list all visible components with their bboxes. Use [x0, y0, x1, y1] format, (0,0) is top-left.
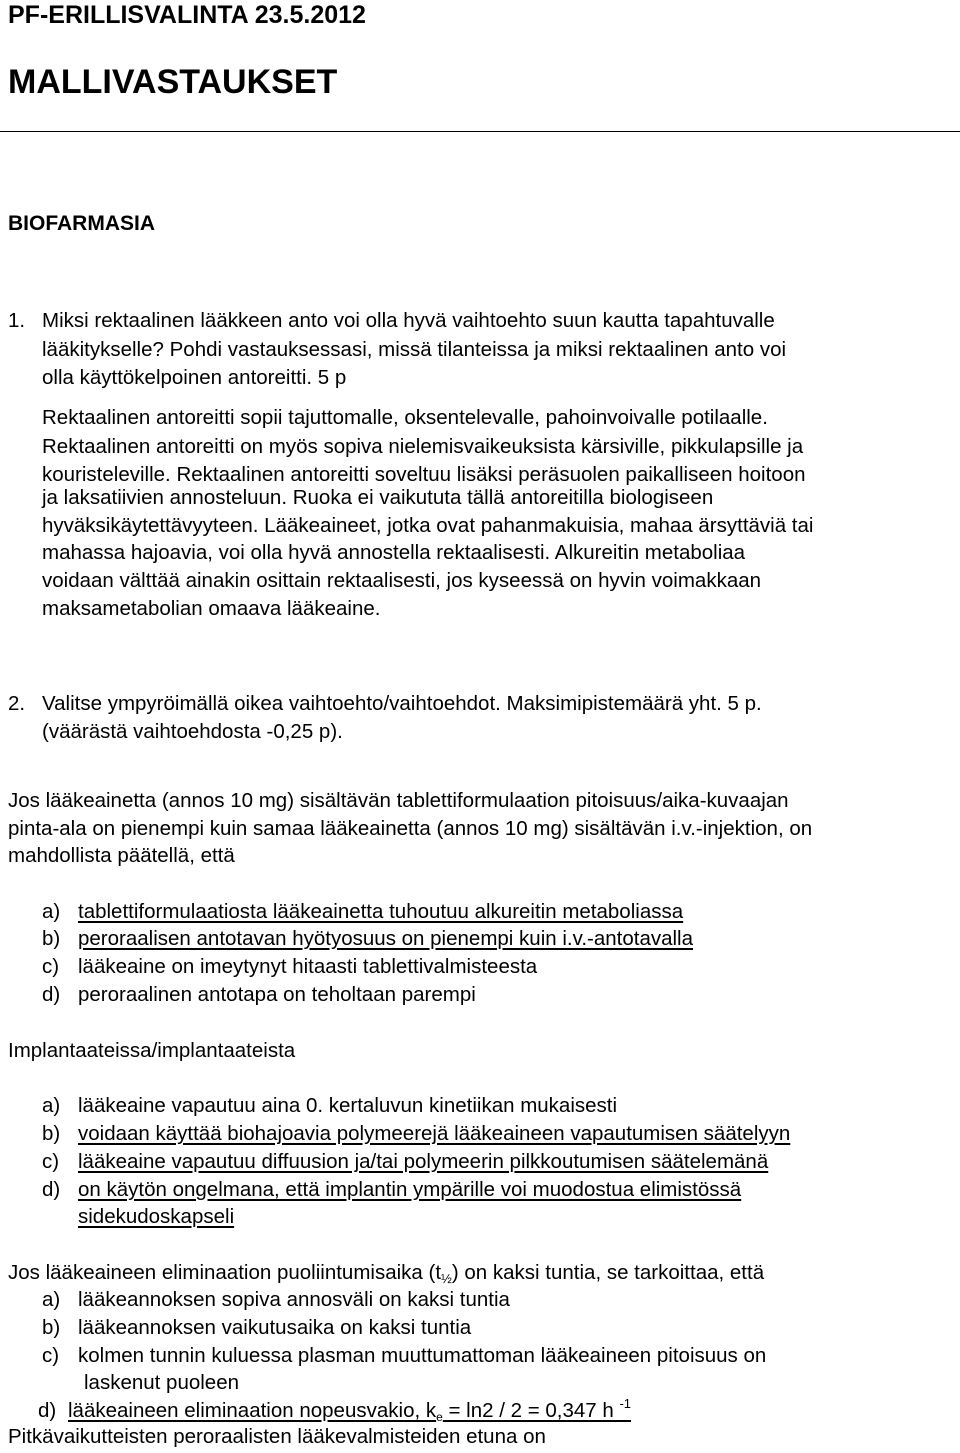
- option-b[interactable]: [42, 1121, 790, 1147]
- item-stem: pinta-ala on pienempi kuin samaa lääkeainetta (annos 10 mg) sisältävän i.v.-injektion, on: [8, 817, 813, 840]
- option-text: lääkeannoksen sopiva annosväli on kaksi tuntia: [78, 1288, 510, 1311]
- option-d[interactable]: [42, 982, 476, 1008]
- option-label: a): [42, 1288, 61, 1311]
- question-1-number: 1.: [8, 309, 26, 332]
- elimination-constant-subscript: e: [436, 1410, 443, 1424]
- option-text-correct: sidekudoskapseli: [78, 1205, 235, 1228]
- option-text: lääkeaineen eliminaation nopeusvakio, k: [68, 1399, 437, 1422]
- option-label: b): [42, 1122, 61, 1145]
- option-c[interactable]: [42, 1343, 766, 1369]
- answer-1-line: Rektaalinen antoreitti on myös sopiva nielemisvaikeuksista kärsiville, pikkulapsille ja: [42, 435, 804, 458]
- stem-text: Jos lääkeaineen eliminaation puoliintumisaika (t: [8, 1261, 442, 1284]
- answer-1-line: Rektaalinen antoreitti sopii tajuttomalle, oksentelevalle, pahoinvoivalle potilaalle.: [42, 406, 768, 429]
- option-text: lääkeaine on imeytynyt hitaasti tablettivalmisteesta: [78, 955, 538, 978]
- option-label: d): [38, 1399, 57, 1422]
- option-d[interactable]: [42, 1177, 741, 1203]
- page-title: MALLIVASTAUKSET: [8, 63, 338, 101]
- option-label: c): [42, 1150, 60, 1173]
- half-life-subscript: ½: [441, 1271, 452, 1286]
- answer-1-line: ja laksatiivien annosteluun. Ruoka ei vaikututa tällä antoreitilla biologiseen: [42, 486, 714, 509]
- option-c[interactable]: [42, 1149, 768, 1175]
- option-c-continuation: [84, 1370, 239, 1396]
- option-label: c): [42, 955, 60, 978]
- question-1-line: Miksi rektaalinen lääkkeen anto voi olla hyvä vaihtoehto suun kautta tapahtuvalle: [42, 309, 775, 332]
- answer-1-line: kouristeleville. Rektaalinen antoreitti soveltuu lisäksi peräsuolen paikalliseen hoitoon: [42, 463, 806, 486]
- option-text: = ln2 / 2 = 0,347 h: [442, 1399, 620, 1422]
- option-label: d): [42, 983, 61, 1006]
- question-2-line: Valitse ympyröimällä oikea vaihtoehto/vaihtoehdot. Maksimipistemäärä yht. 5 p.: [42, 692, 762, 715]
- option-text-correct: on käytön ongelmana, että implantin ympärille voi muodostua elimistössä: [78, 1178, 742, 1201]
- item-stem: Jos lääkeainetta (annos 10 mg) sisältävän tablettiformulaation pitoisuus/aika-kuvaajan: [8, 789, 789, 812]
- item-stem: Pitkävaikutteisten peroraalisten lääkevalmisteiden etuna on: [8, 1425, 546, 1448]
- option-label: b): [42, 1316, 61, 1339]
- option-a[interactable]: [42, 1287, 510, 1313]
- option-text: lääkeaine vapautuu aina 0. kertaluvun kinetiikan mukaisesti: [78, 1094, 618, 1117]
- option-text-correct: tablettiformulaatiosta lääkeainetta tuhoutuu alkureitin metaboliassa: [78, 900, 684, 923]
- question-2-number: 2.: [8, 692, 26, 715]
- option-text: laskenut puoleen: [84, 1371, 240, 1394]
- item-stem: mahdollista päätellä, että: [8, 844, 235, 867]
- option-label: d): [42, 1178, 61, 1201]
- option-label: c): [42, 1344, 60, 1367]
- option-text-correct: peroraalisen antotavan hyötyosuus on pienempi kuin i.v.-antotavalla: [78, 927, 693, 950]
- question-1-line: olla käyttökelpoinen antoreitti. 5 p: [42, 366, 347, 389]
- section-heading: BIOFARMASIA: [8, 212, 155, 235]
- option-a[interactable]: [42, 899, 683, 925]
- answer-1-line: mahassa hajoavia, voi olla hyvä annostella rektaalisesti. Alkureitin metaboliaa: [42, 541, 746, 564]
- option-c[interactable]: [42, 954, 537, 980]
- question-1-line: lääkitykselle? Pohdi vastauksessasi, missä tilanteissa ja miksi rektaalinen anto voi: [42, 338, 787, 361]
- unit-exponent: -1: [619, 1396, 632, 1411]
- option-label: a): [42, 1094, 61, 1117]
- option-b[interactable]: [42, 1315, 471, 1341]
- option-text-correct: lääkeaine vapautuu diffuusion ja/tai polymeerin pilkkoutumisen säätelemänä: [78, 1150, 769, 1173]
- option-text-correct: [68, 1396, 632, 1424]
- option-text: peroraalinen antotapa on teholtaan parempi: [78, 983, 476, 1006]
- option-text: kolmen tunnin kuluessa plasman muuttumattoman lääkeaineen pitoisuus on: [78, 1344, 767, 1367]
- answer-1-line: maksametabolian omaava lääkeaine.: [42, 597, 381, 620]
- divider: [0, 131, 960, 132]
- option-a[interactable]: [42, 1093, 617, 1119]
- option-d[interactable]: [38, 1398, 631, 1424]
- document-title: PF-ERILLISVALINTA 23.5.2012: [8, 1, 366, 29]
- option-d-continuation: [78, 1204, 234, 1230]
- answer-1-line: voidaan välttää ainakin osittain rektaalisesti, jos kyseessä on hyvin voimakkaan: [42, 569, 762, 592]
- option-label: b): [42, 927, 61, 950]
- question-2-line: (väärästä vaihtoehdosta -0,25 p).: [42, 720, 343, 743]
- option-b[interactable]: [42, 926, 693, 952]
- item-stem: Implantaateissa/implantaateista: [8, 1039, 296, 1062]
- answer-1-line: hyväksikäytettävyyteen. Lääkeaineet, jotka ovat pahanmakuisia, mahaa ärsyttäviä tai: [42, 514, 814, 537]
- option-text-correct: voidaan käyttää biohajoavia polymeerejä lääkeaineen vapautumisen säätelyyn: [78, 1122, 791, 1145]
- option-text: lääkeannoksen vaikutusaika on kaksi tuntia: [78, 1316, 472, 1339]
- option-label: a): [42, 900, 61, 923]
- item-stem: [8, 1260, 764, 1286]
- stem-text: ) on kaksi tuntia, se tarkoittaa, että: [451, 1261, 765, 1284]
